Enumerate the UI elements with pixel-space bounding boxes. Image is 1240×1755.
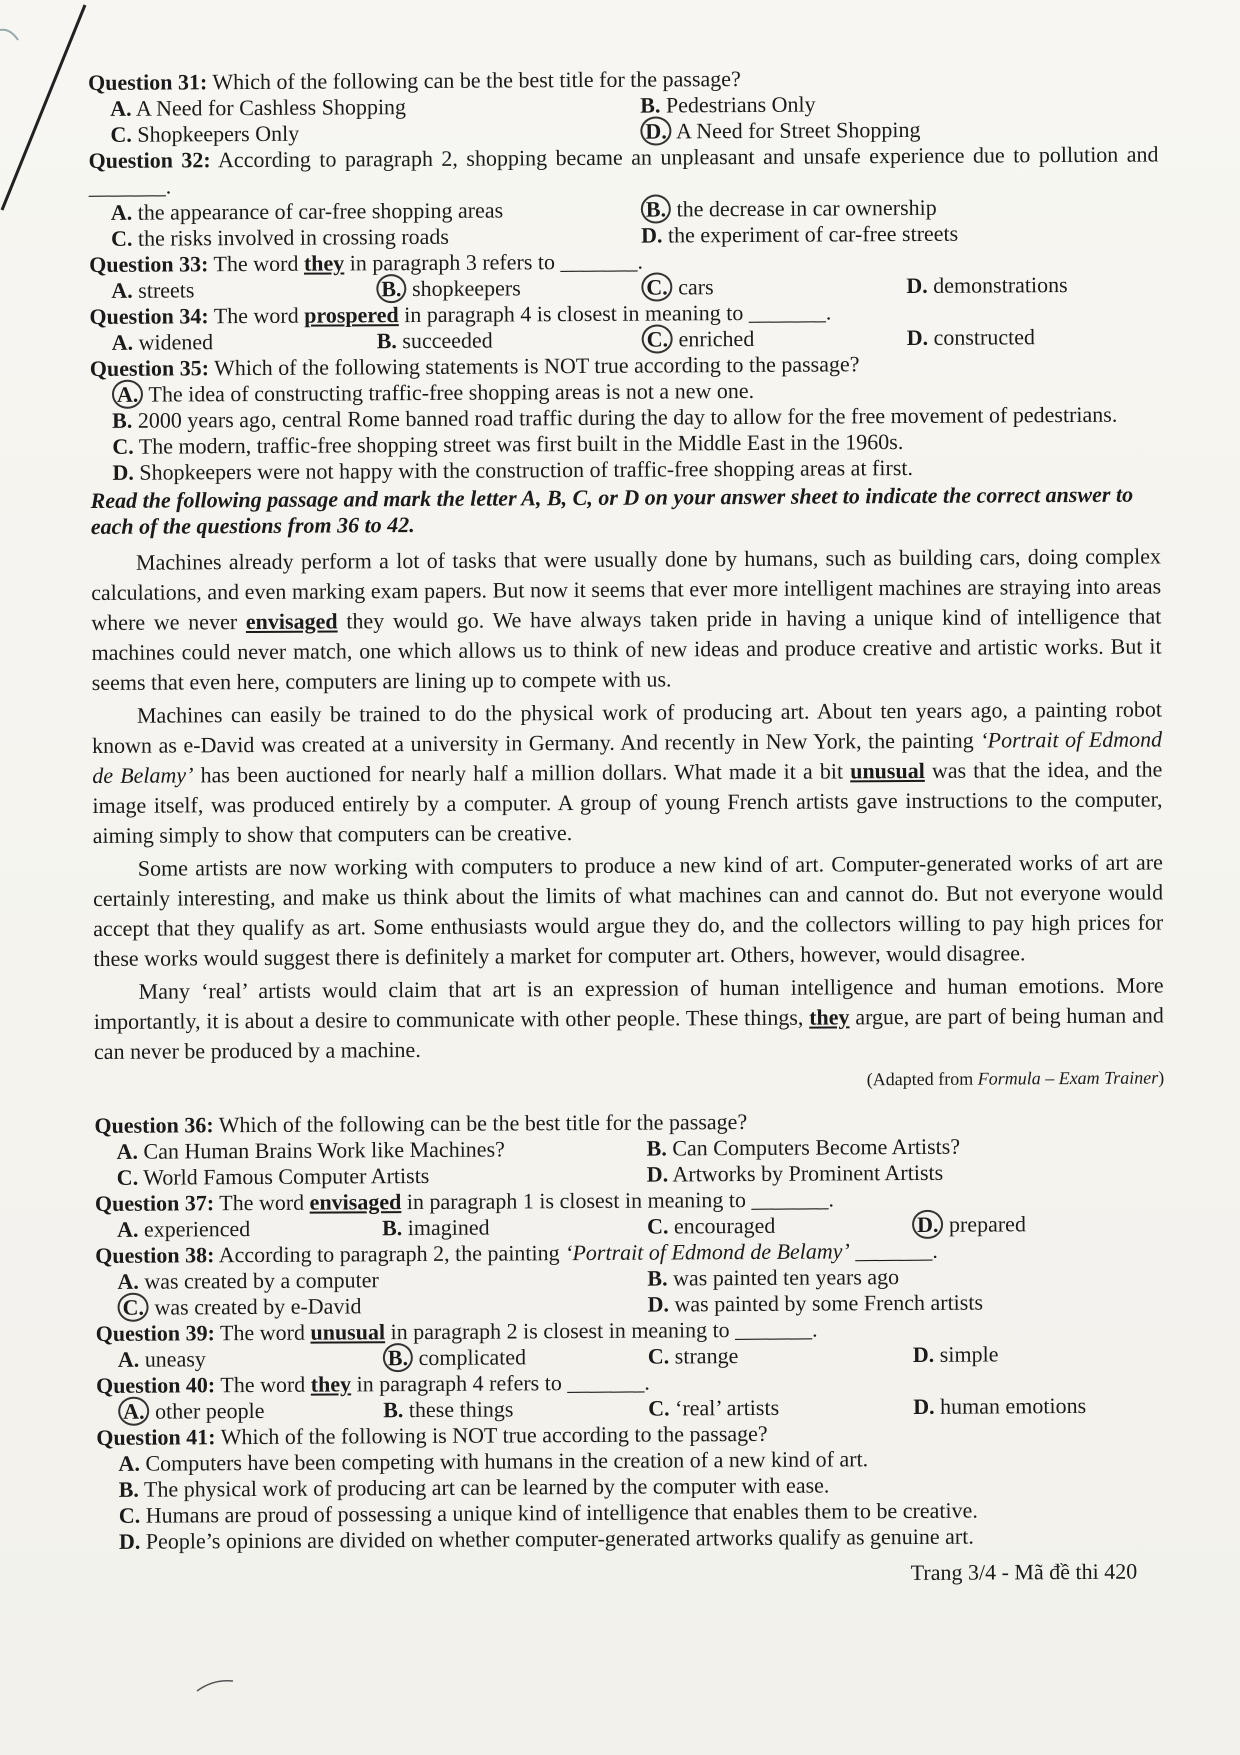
option-text: strange — [674, 1343, 739, 1369]
option-text: was painted ten years ago — [673, 1264, 900, 1291]
option-a[interactable] — [118, 1397, 383, 1425]
option-text: complicated — [418, 1344, 527, 1371]
question-text: Which of the following statements is NOT true according to the passage? — [214, 351, 860, 381]
source-text: ) — [1158, 1067, 1165, 1088]
question-text: According to paragraph 2, shopping became an unpleasant and unsafe experience due to pollution and _______. — [88, 141, 1159, 199]
option-text: The physical work of producing art can be learned by the computer with ease. — [143, 1472, 830, 1502]
option-letter: C. — [117, 1293, 149, 1322]
question-label: Question 35: — [89, 355, 210, 381]
option-text: A Need for Cashless Shopping — [135, 94, 407, 121]
option-text: was created by a computer — [144, 1267, 379, 1294]
question-label: Question 36: — [94, 1112, 214, 1138]
passage-paragraph-1 — [91, 541, 1162, 698]
question-text-pre: The word — [220, 1371, 306, 1398]
question-text: Which of the following is NOT true according to the passage? — [220, 1420, 768, 1450]
option-b[interactable] — [377, 327, 642, 355]
question-text-pre: The word — [219, 1189, 305, 1216]
option-letter: D. — [913, 1393, 935, 1419]
paragraph-text: they would go. We have always taken pride in having a unique kind of intelligence that machines could never match, one which allows us to think of new ideas and produce creative and artistic works. But it seems that even here, computers are lining up to compete with us. — [91, 603, 1162, 695]
option-letter: A. — [111, 277, 133, 303]
option-letter: C. — [112, 433, 134, 459]
option-letter: A. — [110, 199, 133, 225]
option-text: constructed — [933, 324, 1036, 350]
option-text: streets — [138, 277, 195, 303]
option-d[interactable] — [912, 1210, 1177, 1238]
option-b[interactable] — [647, 1132, 1177, 1161]
option-letter: C. — [110, 225, 133, 251]
option-b[interactable] — [383, 1344, 648, 1372]
option-text: the experiment of car-free streets — [667, 220, 959, 248]
reading-passage — [91, 541, 1164, 1097]
painting-title: ‘Portrait of Edmond de Belamy’ — [92, 726, 1163, 788]
option-a[interactable] — [112, 328, 377, 356]
passage-paragraph-4 — [94, 970, 1165, 1067]
option-text: other people — [155, 1397, 265, 1424]
option-text: widened — [138, 329, 214, 355]
option-d[interactable] — [647, 1288, 1177, 1317]
option-text: cars — [678, 274, 714, 300]
option-letter: D. — [646, 1161, 669, 1187]
option-letter: A. — [117, 1216, 139, 1242]
option-letter: D. — [906, 324, 929, 351]
source-title: Formula – Exam Trainer — [977, 1067, 1159, 1089]
option-text: Shopkeepers were not happy with the construction of traffic-free shopping areas at first. — [139, 454, 914, 485]
option-a[interactable] — [110, 93, 640, 122]
option-letter: C. — [642, 324, 674, 353]
target-word: they — [310, 1371, 352, 1397]
page-footer: Trang 3/4 - Mã đề thi 420 — [910, 1558, 1138, 1586]
option-a[interactable] — [117, 1215, 382, 1243]
option-text: simple — [939, 1341, 999, 1367]
question-label: Question 39: — [95, 1320, 215, 1346]
source-text: (Adapted from — [866, 1068, 974, 1090]
option-text: uneasy — [144, 1346, 206, 1372]
question-text: Which of the following can be the best title for the passage? — [212, 66, 741, 95]
option-letter: D. — [912, 1341, 935, 1367]
option-text: human emotions — [939, 1392, 1087, 1419]
option-c[interactable] — [647, 1212, 912, 1240]
option-letter: C. — [646, 1213, 669, 1239]
paragraph-text: Machines can easily be trained to do the physical work of producing art. About ten years ago, a painting robot known as e-David was created at a university in Germany. And recently in New York, the painting — [92, 696, 1162, 758]
question-text-post: in paragraph 4 is closest in meaning to _______. — [404, 299, 832, 328]
option-text: Pedestrians Only — [665, 91, 816, 118]
question-label: Question 31: — [88, 69, 208, 95]
option-text: World Famous Computer Artists — [143, 1162, 430, 1190]
option-letter: C. — [641, 272, 673, 301]
option-d[interactable] — [647, 1158, 1177, 1187]
question-label: Question 32: — [88, 147, 211, 173]
option-d[interactable] — [112, 453, 1160, 485]
option-letter: C. — [110, 121, 132, 147]
option-text: People’s opinions are divided on whether computer-generated artworks qualify as genuine art. — [145, 1523, 974, 1554]
question-text-pre: The word — [219, 1319, 306, 1346]
target-word: envisaged — [309, 1189, 402, 1215]
option-d[interactable] — [906, 271, 1171, 299]
option-text: shopkeepers — [411, 275, 521, 302]
option-letter: A. — [118, 1397, 150, 1426]
paragraph-text: Many ‘real’ artists would claim that art is an expression of human intelligence and human emotions. More importantly, it is about a desire to communicate with other people. These things, — [93, 972, 1164, 1034]
painting-title: ‘Portrait of Edmond de Belamy’ — [565, 1238, 850, 1266]
option-letter: B. — [376, 274, 406, 303]
option-letter: D. — [118, 1528, 141, 1554]
option-letter: B. — [382, 1215, 403, 1241]
question-text-pre: According to paragraph 2, the painting — [218, 1240, 560, 1268]
option-d[interactable] — [913, 1340, 1178, 1368]
paragraph-text: Machines already perform a lot of tasks that were usually done by humans, such as building cars, doing complex calculations, and even marking exam papers. But now it seems that ever more intelligent machines are straying into areas where we never — [91, 543, 1162, 635]
option-a[interactable] — [117, 1266, 647, 1295]
question-text-post: in paragraph 3 refers to _______. — [349, 248, 644, 276]
target-word: they — [303, 250, 345, 276]
option-letter: D. — [112, 459, 134, 485]
option-text: prepared — [948, 1211, 1026, 1237]
option-d[interactable] — [119, 1522, 1167, 1554]
option-text: A Need for Street Shopping — [675, 116, 921, 144]
question-label: Question 40: — [95, 1372, 216, 1398]
question-36-options — [95, 1132, 1165, 1191]
option-text: The modern, traffic-free shopping street was first built in the Middle East in the 1960s. — [138, 429, 904, 459]
option-letter: A. — [111, 329, 134, 355]
question-31-options — [88, 89, 1158, 148]
question-35-options — [90, 375, 1161, 486]
question-label: Question 33: — [89, 251, 209, 277]
option-letter: A. — [117, 1346, 140, 1372]
option-letter: C. — [647, 1343, 670, 1369]
option-b[interactable] — [641, 193, 1171, 222]
option-text: Can Human Brains Work like Machines? — [143, 1136, 505, 1164]
question-text-pre: The word — [213, 302, 299, 329]
option-letter: C. — [648, 1395, 670, 1421]
highlighted-word: unusual — [850, 757, 925, 784]
highlighted-word: envisaged — [245, 608, 338, 635]
option-text: these things — [408, 1396, 514, 1423]
option-c[interactable] — [648, 1342, 913, 1370]
option-text: demonstrations — [933, 272, 1068, 298]
target-word: prospered — [304, 302, 399, 328]
option-letter: A. — [112, 380, 144, 409]
option-text: ‘real’ artists — [674, 1394, 780, 1421]
paragraph-text: argue, are part of being human and can never be produced by a machine. — [93, 1002, 1164, 1064]
question-label: Question 34: — [89, 303, 209, 329]
question-label: Question 41: — [96, 1424, 216, 1450]
option-d[interactable] — [641, 219, 1171, 248]
option-letter: B. — [647, 1265, 668, 1291]
option-c[interactable] — [117, 1292, 647, 1321]
option-text: enriched — [678, 325, 755, 352]
paragraph-text: has been auctioned for nearly half a million dollars. What made it a bit — [200, 758, 844, 788]
question-text-post: in paragraph 1 is closest in meaning to _______. — [406, 1186, 834, 1215]
question-text-post: _______. — [855, 1237, 938, 1264]
option-letter: D. — [912, 1210, 944, 1239]
option-a[interactable] — [111, 197, 641, 226]
question-38-options — [95, 1262, 1165, 1321]
option-text: the appearance of car-free shopping areas — [137, 197, 504, 225]
question-text: Which of the following can be the best title for the passage? — [218, 1108, 748, 1138]
option-letter: B. — [112, 407, 133, 433]
option-letter: B. — [118, 1476, 139, 1502]
option-b[interactable] — [647, 1262, 1177, 1291]
option-letter: B. — [646, 1135, 667, 1161]
option-letter: B. — [640, 92, 661, 118]
option-b[interactable] — [640, 89, 1170, 118]
option-letter: D. — [640, 222, 663, 248]
option-letter: D. — [906, 272, 928, 299]
option-text: Shopkeepers Only — [137, 120, 300, 147]
option-text: the risks involved in crossing roads — [137, 223, 450, 251]
question-text-post: in paragraph 2 is closest in meaning to _______. — [390, 1316, 818, 1345]
option-text: Humans are proud of possessing a unique kind of intelligence that enables them to be creative. — [145, 1497, 978, 1528]
option-text: Can Computers Become Artists? — [672, 1133, 961, 1161]
pen-mark — [195, 1675, 235, 1695]
passage-paragraph-2 — [92, 694, 1163, 851]
option-letter: C. — [116, 1164, 139, 1190]
option-text: 2000 years ago, central Rome banned road traffic during the day to allow for the free movement of pedestrians. — [137, 401, 1118, 433]
option-text: was painted by some French artists — [674, 1289, 984, 1317]
option-a[interactable] — [111, 276, 376, 304]
option-letter: B. — [641, 194, 671, 223]
option-d[interactable] — [913, 1392, 1178, 1420]
option-letter: C. — [118, 1502, 141, 1528]
section-instruction: Read the following passage and mark the letter A, B, C, or D on your answer sheet to indicate the correct answer to each of the questions from 36 to 42. — [90, 481, 1134, 539]
option-text: succeeded — [402, 327, 493, 354]
question-text-pre: The word — [213, 250, 299, 277]
option-d[interactable] — [907, 323, 1172, 351]
option-c[interactable] — [111, 223, 641, 252]
exam-content — [88, 63, 1167, 1591]
option-b[interactable] — [376, 275, 641, 303]
target-word: unusual — [310, 1319, 386, 1345]
paragraph-text: was that the idea, and the image itself, was produced entirely by a computer. A group of young French artists gave instructions to the computer, aiming simply to show that computers can be creative. — [92, 756, 1163, 848]
option-d[interactable] — [640, 115, 1170, 144]
passage-paragraph-3: Some artists are now working with computers to produce a new kind of art. Computer-generated works of art are certainly interesting, and make us think about the limits of what machines can and cannot do. But not everyone would accept that they qualify as art. Some enthusiasts would argue they do, and the collectors willing to pay high prices for these works would suggest there is definitely a market for computer art. Others, however, would disagree. — [92, 849, 1164, 971]
question-label: Question 37: — [94, 1190, 215, 1216]
option-letter: A. — [110, 95, 132, 121]
option-c[interactable] — [117, 1162, 647, 1191]
option-text: Artworks by Prominent Artists — [672, 1159, 944, 1187]
option-text: encouraged — [673, 1212, 776, 1239]
option-a[interactable] — [118, 1345, 383, 1373]
option-a[interactable] — [117, 1136, 647, 1165]
option-letter: A. — [117, 1268, 139, 1294]
option-b[interactable] — [383, 1396, 648, 1424]
option-letter: A. — [116, 1138, 139, 1164]
option-letter: B. — [383, 1397, 404, 1423]
question-32 — [88, 141, 1158, 200]
option-letter: A. — [118, 1450, 140, 1476]
option-letter: D. — [640, 116, 672, 145]
option-c[interactable] — [110, 119, 640, 148]
option-text: The idea of constructing traffic-free shopping areas is not a new one. — [148, 377, 755, 407]
passage-source — [94, 1064, 1164, 1097]
highlighted-word: they — [809, 1004, 850, 1030]
question-label: Question 38: — [95, 1242, 215, 1268]
question-41-options — [96, 1444, 1167, 1555]
option-letter: B. — [383, 1343, 413, 1372]
option-text: the decrease in car ownership — [676, 194, 937, 222]
option-letter: D. — [647, 1291, 670, 1317]
question-32-options — [89, 193, 1159, 252]
option-text: imagined — [407, 1214, 490, 1241]
option-b[interactable] — [382, 1214, 647, 1242]
option-c[interactable] — [641, 273, 906, 301]
option-c[interactable] — [642, 325, 907, 353]
option-text: experienced — [143, 1216, 251, 1242]
option-text: was created by e-David — [154, 1293, 362, 1320]
option-c[interactable] — [648, 1394, 913, 1422]
option-letter: B. — [376, 328, 397, 354]
question-text-post: in paragraph 4 refers to _______. — [356, 1369, 650, 1397]
option-text: Computers have been competing with humans in the creation of a new kind of art. — [145, 1446, 869, 1476]
